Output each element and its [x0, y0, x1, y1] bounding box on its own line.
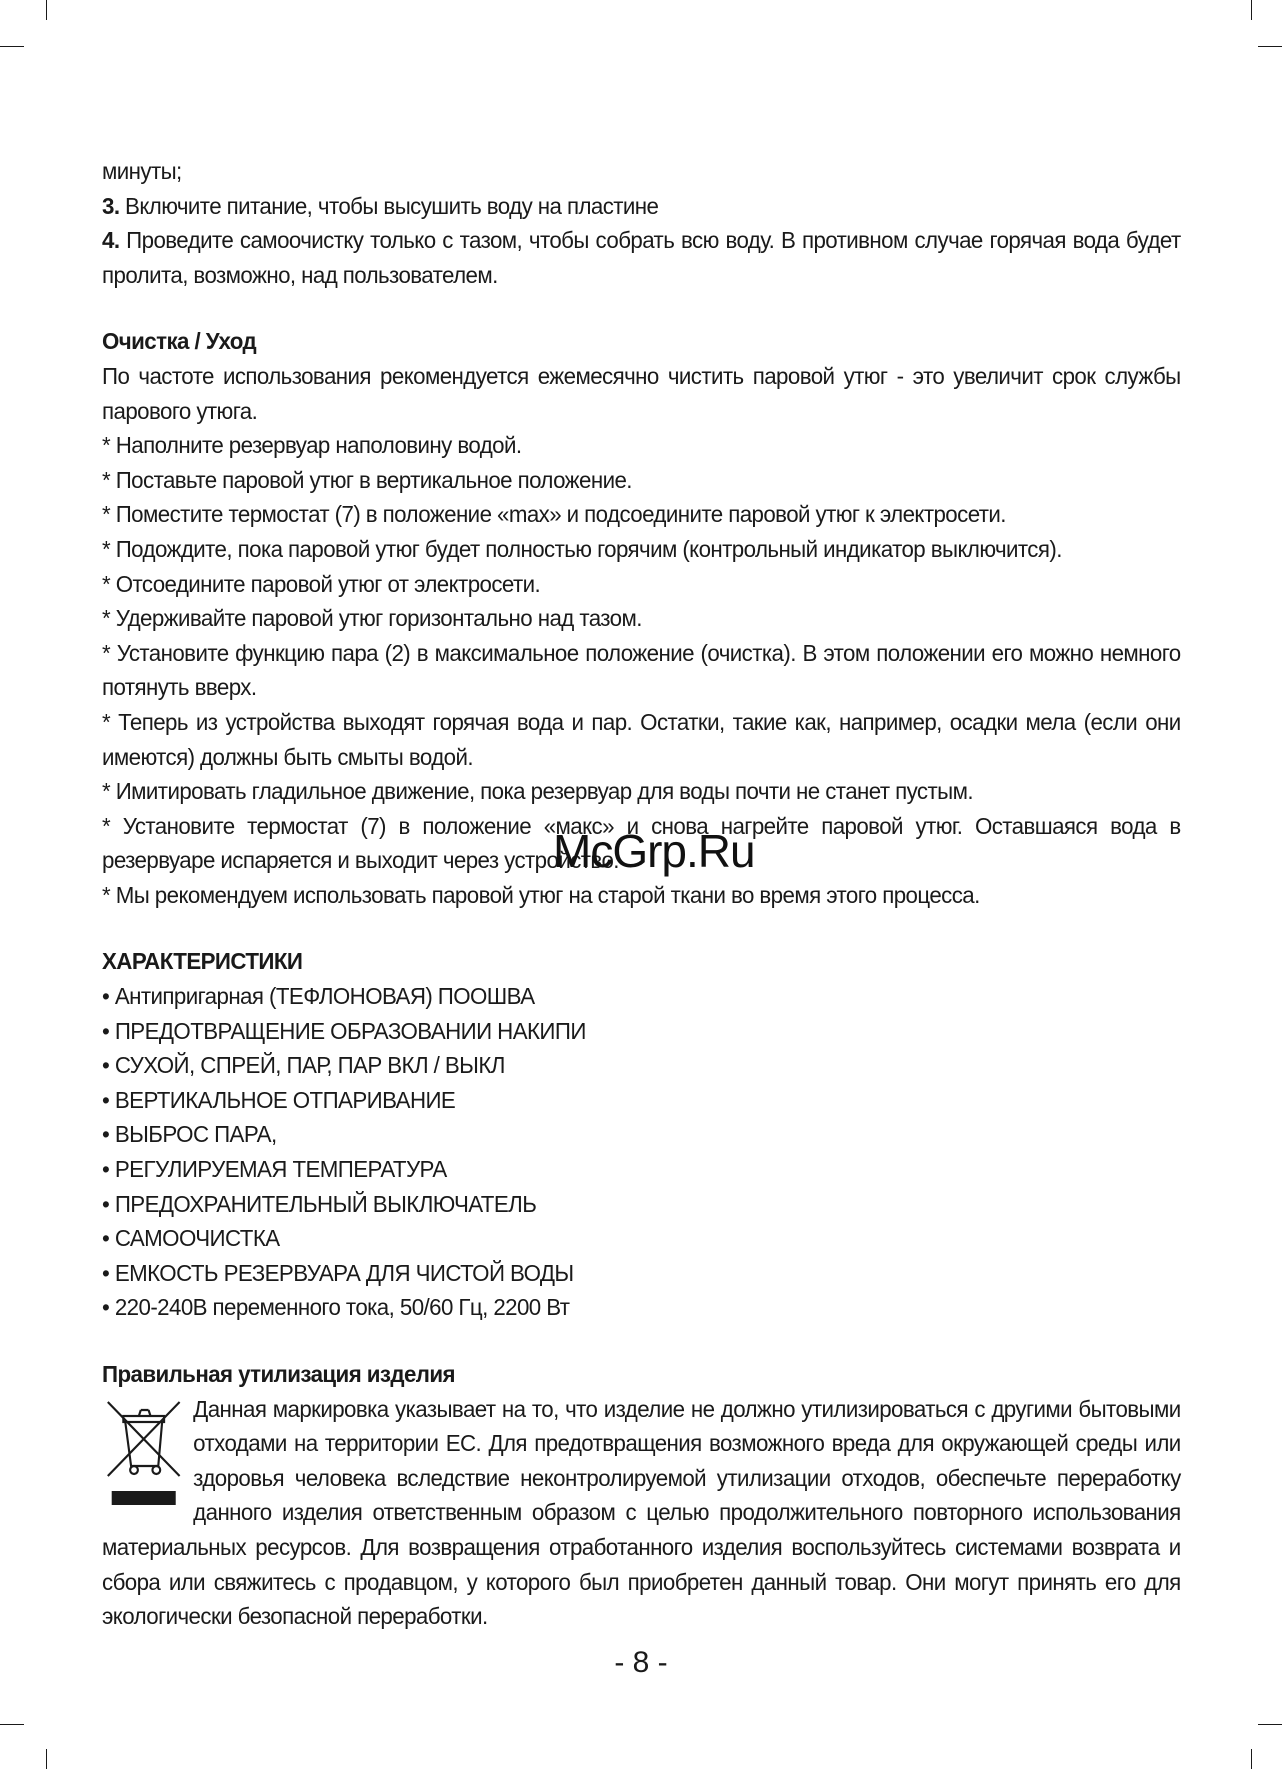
cleaning-item: * Теперь из устройства выходят горячая вода и пар. Остатки, такие как, например, осадки мела (если они имеются) должны быть смыты водой.: [102, 708, 1181, 770]
cleaning-item: * Поместите термостат (7) в положение «max» и подсоедините паровой утюг к электросети.: [102, 501, 1006, 528]
feature-item: • ВЕРТИКАЛЬНОЕ ОТПАРИВАНИЕ: [102, 1086, 456, 1113]
cleaning-item: * Отсоедините паровой утюг от электросети.: [102, 570, 541, 597]
watermark: McGrp.Ru: [553, 825, 755, 877]
cleaning-item: * Подождите, пока паровой утюг будет полностью горячим (контрольный индикатор выключится).: [102, 535, 1062, 562]
feature-item: • ПРЕДОТВРАЩЕНИЕ ОБРАЗОВАНИИ НАКИПИ: [102, 1017, 586, 1044]
feature-item: • 220-240В переменного тока, 50/60 Гц, 2200 Вт: [102, 1294, 570, 1321]
feature-item: • СУХОЙ, СПРЕЙ, ПАР, ПАР ВКЛ / ВЫКЛ: [102, 1052, 505, 1079]
cleaning-item: * Поставьте паровой утюг в вертикальное положение.: [102, 466, 632, 493]
feature-item: • Антипригарная (ТЕФЛОНОВАЯ) ПООШВА: [102, 983, 535, 1010]
crop-mark: [1258, 46, 1282, 47]
cleaning-heading: Очистка / Уход: [102, 328, 257, 355]
features-list: [102, 979, 1181, 1325]
page-number: - 8 -: [614, 1646, 668, 1679]
cleaning-item: * Мы рекомендуем использовать паровой утюг на старой ткани во время этого процесса.: [102, 881, 980, 908]
feature-item: • САМООЧИСТКА: [102, 1225, 280, 1252]
step-text: Проведите самоочистку только с тазом, чтобы собрать всю воду. В противном случае горячая вода будет пролита, возможно, над пользователем.: [102, 227, 1181, 288]
document-body: [102, 154, 1180, 1634]
features-heading: ХАРАКТЕРИСТИКИ: [102, 948, 303, 975]
cleaning-item: * Удерживайте паровой утюг горизонтально над тазом.: [102, 605, 642, 632]
step-number: 3.: [102, 192, 120, 219]
step-number: 4.: [102, 227, 120, 254]
cleaning-intro: По частоте использования рекомендуется ежемесячно чистить паровой утюг - это увеличит срок службы парового утюга.: [102, 362, 1181, 424]
disposal-section: [102, 1392, 1181, 1634]
crop-mark: [1251, 1749, 1252, 1769]
cleaning-item: * Установите термостат (7) в положение «макс» и снова нагрейте паровой утюг. Оставшаяся вода в резервуаре испаряется и выходит через устройство.: [102, 812, 1181, 874]
step-text: Включите питание, чтобы высушить воду на пластине: [119, 192, 659, 219]
feature-item: • ЕМКОСТЬ РЕЗЕРВУАРА ДЛЯ ЧИСТОЙ ВОДЫ: [102, 1259, 574, 1286]
disposal-text: Данная маркировка указывает на то, что изделие не должно утилизироваться с другими бытовыми отходами на территории ЕС. Для предотвращения возможного вреда для окружающей среды или здоровья человека вследствие неконтролируемой утилизации отходов, обеспечьте переработку данного изделия ответственным образом с целью продолжительного повторного использования материальных ресурсов. Для возвращения отработанного изделия воспользуйтесь системами возврата и сбора или свяжитесь с продавцом, у которого был приобретен данный товар. Они могут принять его для экологически безопасной переработки.: [102, 1395, 1181, 1630]
crop-mark: [1251, 0, 1252, 20]
crop-mark: [0, 46, 24, 47]
step-3: [102, 189, 1181, 224]
text-column: [102, 154, 1181, 1634]
disposal-heading: Правильная утилизация изделия: [102, 1361, 455, 1387]
feature-item: • РЕГУЛИРУЕМАЯ ТЕМПЕРАТУРА: [102, 1156, 447, 1183]
cleaning-item: * Имитировать гладильное движение, пока резервуар для воды почти не станет пустым.: [102, 778, 973, 805]
feature-item: • ВЫБРОС ПАРА,: [102, 1121, 277, 1148]
crossed-out-wheelie-bin-icon: [102, 1396, 189, 1508]
crop-mark: [46, 1749, 47, 1769]
step-4: [102, 223, 1181, 292]
crop-mark: [0, 1724, 24, 1725]
crop-mark: [46, 0, 47, 20]
cleaning-item: * Установите функцию пара (2) в максимальное положение (очистка). В этом положении его можно немного потянуть вверх.: [102, 639, 1181, 701]
feature-item: • ПРЕДОХРАНИТЕЛЬНЫЙ ВЫКЛЮЧАТЕЛЬ: [102, 1190, 537, 1217]
continuation-line: минуты;: [102, 158, 182, 184]
crop-mark: [1258, 1724, 1282, 1725]
cleaning-item: * Наполните резервуар наполовину водой.: [102, 432, 522, 459]
